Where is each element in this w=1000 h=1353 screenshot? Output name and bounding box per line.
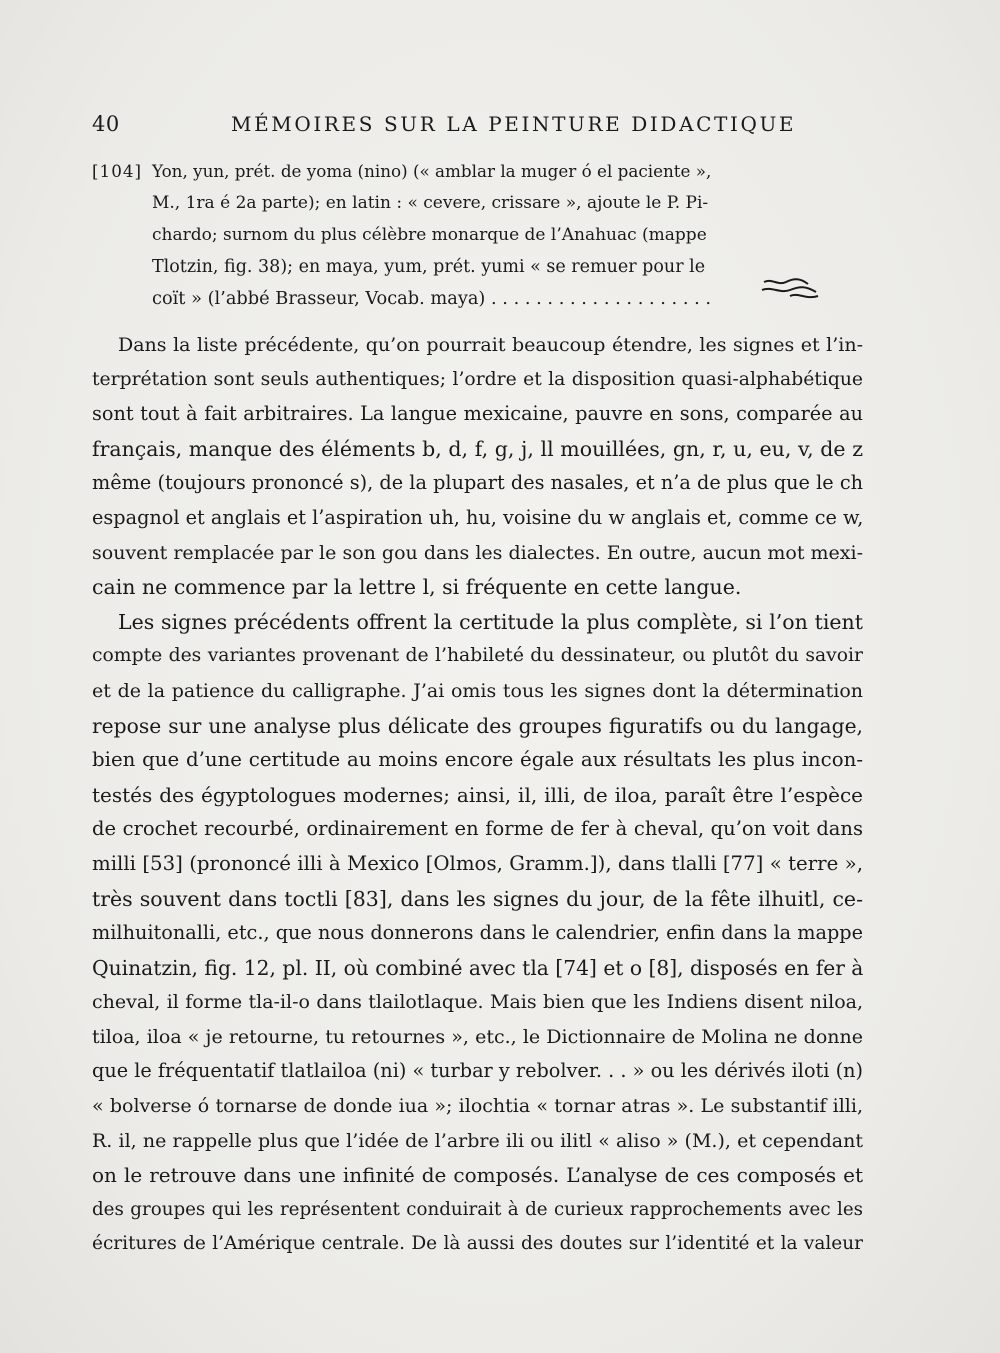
paragraph-line: milli [53] (prononcé illi à Mexico [Olmos, Gramm.]), dans tlalli [77] « terre »,: [92, 851, 863, 875]
paragraph-line: cain ne commence par la lettre l, si fréquente en cette langue.: [92, 575, 742, 600]
entry-number: [104]: [92, 161, 143, 181]
paragraph-line: Dans la liste précédente, qu’on pourrait beaucoup étendre, les signes et l’in-: [118, 334, 863, 356]
paragraph-line: terprétation sont seuls authentiques; l’ordre et la disposition quasi-alphabétique: [92, 368, 863, 390]
paragraph-line: Les signes précédents offrent la certitude la plus complète, si l’on tient: [118, 609, 863, 634]
wavy-lines-glyph: [760, 276, 820, 302]
paragraph-line: très souvent dans toctli [83], dans les signes du jour, de la fête ilhuitl, ce-: [92, 886, 863, 911]
paragraph-line: testés des égyptologues modernes; ainsi, il, illi, de iloa, paraît être l’espèce: [92, 782, 863, 807]
paragraph-line: milhuitonalli, etc., que nous donnerons dans le calendrier, enfin dans la mappe: [92, 921, 863, 945]
entry-line: M., 1ra é 2a parte); en latin : « cevere, crissare », ajoute le P. Pi-: [152, 193, 709, 213]
entry-line: chardo; surnom du plus célèbre monarque de l’Anahuac (mappe: [152, 225, 707, 245]
paragraph-line: tiloa, iloa « je retourne, tu retournes », etc., le Dictionnaire de Molina ne donne: [92, 1025, 863, 1048]
paragraph-line: que le fréquentatif tlatlailoa (ni) « turbar y rebolver. . . » ou les dérivés iloti (n): [92, 1059, 863, 1083]
paragraph-line: des groupes qui les représentent conduirait à de curieux rapprochements avec les: [92, 1198, 863, 1220]
page-number: 40: [92, 112, 120, 136]
paragraph-line: espagnol et anglais et l’aspiration uh, hu, voisine du w anglais et, comme ce w,: [92, 505, 864, 529]
paragraph-line: souvent remplacée par le son gou dans les dialectes. En outre, aucun mot mexi-: [92, 541, 863, 564]
paragraph-line: écritures de l’Amérique centrale. De là aussi des doutes sur l’identité et la valeur: [92, 1233, 863, 1255]
paragraph-line: sont tout à fait arbitraires. La langue mexicaine, pauvre en sons, comparée au: [92, 402, 863, 426]
paragraph-line: même (toujours prononcé s), de la plupart des nasales, et n’a de plus que le ch: [92, 471, 863, 495]
body-text: [92, 328, 863, 1262]
dictionary-entry: [92, 155, 712, 315]
paragraph-line: bien que d’une certitude au moins encore égale aux résultats les plus incon-: [92, 748, 863, 772]
paragraph-line: on le retrouve dans une infinité de composés. L’analyse de ces composés et: [92, 1163, 863, 1188]
paragraph-line: « bolverse ó tornarse de donde iua »; ilochtia « tornar atras ». Le substantif illi,: [92, 1095, 863, 1118]
paragraph-line: compte des variantes provenant de l’habileté du dessinateur, ou plutôt du savoir: [92, 645, 863, 667]
paragraph-line: R. il, ne rappelle plus que l’idée de l’arbre ili ou ilitl « aliso » (M.), et cependant: [92, 1129, 863, 1152]
paragraph-line: cheval, il forme tla-il-o dans tlailotlaque. Mais bien que les Indiens disent niloa,: [92, 991, 863, 1014]
entry-text: Yon, yun, prét. de yoma (nino) (« amblar la muger ó el paciente »,: [152, 161, 712, 181]
paragraph-line: et de la patience du calligraphe. J’ai omis tous les signes dont la détermination: [92, 679, 863, 702]
entry-line: [92, 155, 712, 187]
entry-line: Tlotzin, fig. 38); en maya, yum, prét. yumi « se remuer pour le: [152, 257, 706, 277]
paragraph-line: Quinatzin, fig. 12, pl. II, où combiné avec tla [74] et o [8], disposés en fer à: [92, 955, 864, 980]
paragraph-line: français, manque des éléments b, d, f, g, j, ll mouillées, gn, r, u, eu, v, de z: [92, 436, 863, 461]
paragraph-line: repose sur une analyse plus délicate des groupes figuratifs ou du langage,: [92, 713, 863, 738]
paragraph-line: de crochet recourbé, ordinairement en forme de fer à cheval, qu’on voit dans: [92, 817, 863, 841]
running-head: MÉMOIRES SUR LA PEINTURE DIDACTIQUE: [231, 112, 797, 136]
entry-line: coït » (l’abbé Brasseur, Vocab. maya) . . . . . . . . . . . . . . . . . . . .: [152, 289, 712, 309]
